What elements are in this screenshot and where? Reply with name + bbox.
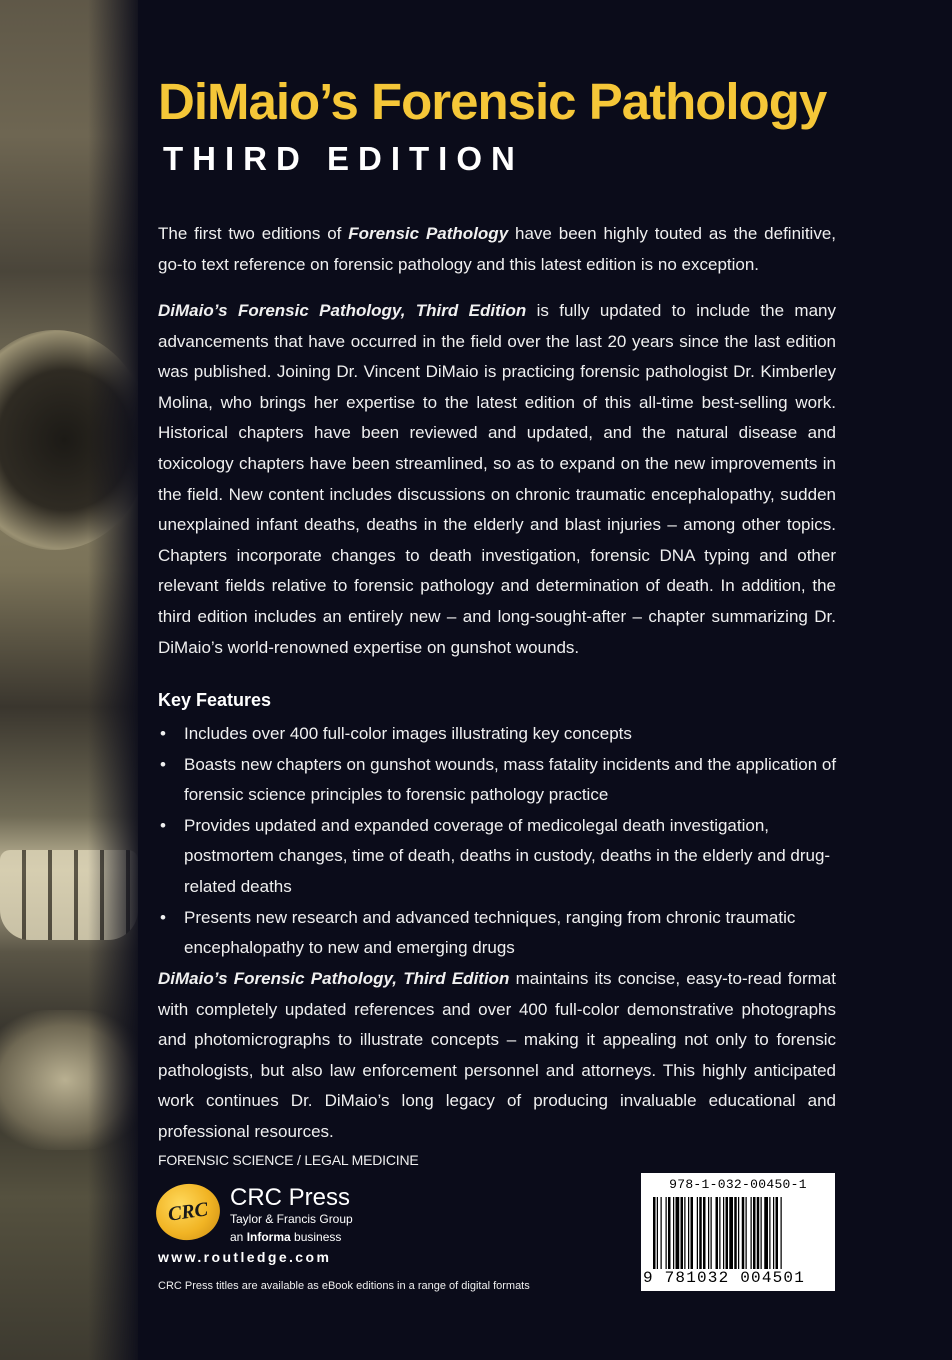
barcode-bar [729, 1197, 733, 1269]
list-item: • Includes over 400 full-color images illustrating key concepts [158, 719, 848, 750]
barcode-bar [746, 1197, 747, 1269]
barcode-bar [734, 1197, 737, 1269]
list-item: • Provides updated and expanded coverage of medicolegal death investigation, postmortem changes, time of death, deaths in custody, deaths in the elderly and drug-related deaths [158, 811, 848, 903]
bullet-icon: • [160, 754, 166, 774]
barcode-bar [681, 1197, 684, 1269]
barcode-bar [742, 1197, 745, 1269]
barcode-bar [738, 1197, 739, 1269]
barcode-bar [716, 1197, 719, 1269]
barcode-bar [661, 1197, 662, 1269]
barcode-bar [726, 1197, 729, 1269]
isbn-barcode-digits: 9 781032 004501 [643, 1269, 806, 1287]
isbn-number: 978-1-032-00450-1 [669, 1177, 807, 1192]
bullet-icon: • [160, 907, 166, 927]
isbn-barcode [641, 1173, 835, 1291]
description-paragraph: DiMaio’s Forensic Pathology, Third Edition is fully updated to include the many advancements that have occurred in the field over the last 20 years since the last edition was published. Joining Dr. Vincent DiMaio is practicing forensic pathologist Dr. Kimberley Molina, who brings her expertise to the latest edition of this all-time best-selling work. Historical chapters have been reviewed and updated, and the natural disease and toxicology chapters have been streamlined, so as to expand on the new improvements in the field. New content includes discussions on chronic traumatic encephalopathy, sudden unexplained infant deaths, deaths in the elderly and blast injuries – among other topics. Chapters incorporate changes to death investigation, forensic DNA typing and other relevant fields relative to forensic pathology and determination of death. In addition, the third edition includes an entirely new – and long-sought-after – chapter summarizing Dr. DiMaio’s world-renowned expertise on gunshot wounds. [158, 301, 836, 657]
barcode-bar [708, 1197, 709, 1269]
publisher-group: Taylor & Francis Group [230, 1212, 353, 1226]
list-item: • Boasts new chapters on gunshot wounds, mass fatality incidents and the application of forensic science principles to forensic pathology practice [158, 750, 848, 811]
barcode-bar [761, 1197, 762, 1269]
bullet-icon: • [160, 724, 166, 743]
barcode-bars-icon [653, 1197, 823, 1269]
barcode-bar [691, 1197, 694, 1269]
closing-paragraph: DiMaio’s Forensic Pathology, Third Edition maintains its concise, easy-to-read format with completely updated references and over 400 full-color demonstrative photographs and photomicrographs to illustrate concepts – making it appealing not only to forensic pathologists, but also law enforcement personnel and attorneys. This highly anticipated work continues Dr. DiMaio’s long legacy of producing invaluable educational and professional resources. [158, 969, 836, 1141]
list-item: • Presents new research and advanced techniques, ranging from chronic traumatic encephalopathy to new and emerging drugs [158, 903, 848, 964]
informa-tagline: an Informa business [230, 1230, 342, 1244]
barcode-bar [699, 1197, 702, 1269]
background-fade [88, 0, 138, 1360]
barcode-bar [666, 1197, 667, 1269]
barcode-bar [757, 1197, 760, 1269]
ebook-availability-note: CRC Press titles are available as eBook editions in a range of digital formats [158, 1280, 530, 1292]
barcode-bar [751, 1197, 752, 1269]
crc-logo-icon: CRC [152, 1180, 223, 1244]
barcode-bar [703, 1197, 706, 1269]
barcode-bar [668, 1197, 671, 1269]
subject-category: FORENSIC SCIENCE / LEGAL MEDICINE [158, 1152, 419, 1168]
barcode-bar [719, 1197, 720, 1269]
book-title: DiMaio’s Forensic Pathology [158, 73, 827, 130]
bullet-icon: • [160, 815, 166, 835]
key-features-heading: Key Features [158, 690, 272, 710]
book-name-emphasis: Forensic Pathology [348, 224, 509, 243]
barcode-bar [769, 1197, 770, 1269]
barcode-bar [657, 1197, 658, 1269]
barcode-bar [653, 1197, 656, 1269]
barcode-bar [776, 1197, 779, 1269]
publisher-website-link[interactable]: www.routledge.com [158, 1249, 332, 1265]
barcode-bar [688, 1197, 689, 1269]
barcode-bar [753, 1197, 756, 1269]
barcode-bar [764, 1197, 768, 1269]
book-name-emphasis: DiMaio’s Forensic Pathology, Third Edition [158, 301, 527, 320]
intro-paragraph: The first two editions of Forensic Pathology have been highly touted as the definitive, go-to text reference on forensic pathology and this latest edition is no exception. [158, 224, 836, 274]
barcode-bar [723, 1197, 724, 1269]
skull-background-image [0, 0, 138, 1360]
barcode-bar [697, 1197, 698, 1269]
barcode-bar [684, 1197, 685, 1269]
barcode-bar [773, 1197, 774, 1269]
barcode-bar [673, 1197, 674, 1269]
book-name-emphasis: DiMaio’s Forensic Pathology, Third Edition [158, 969, 510, 988]
barcode-bar [781, 1197, 782, 1269]
barcode-bar [676, 1197, 680, 1269]
key-features-list [158, 719, 848, 964]
publisher-name: CRC Press [230, 1184, 351, 1211]
edition-label: THIRD EDITION [163, 140, 524, 177]
barcode-bar [711, 1197, 712, 1269]
